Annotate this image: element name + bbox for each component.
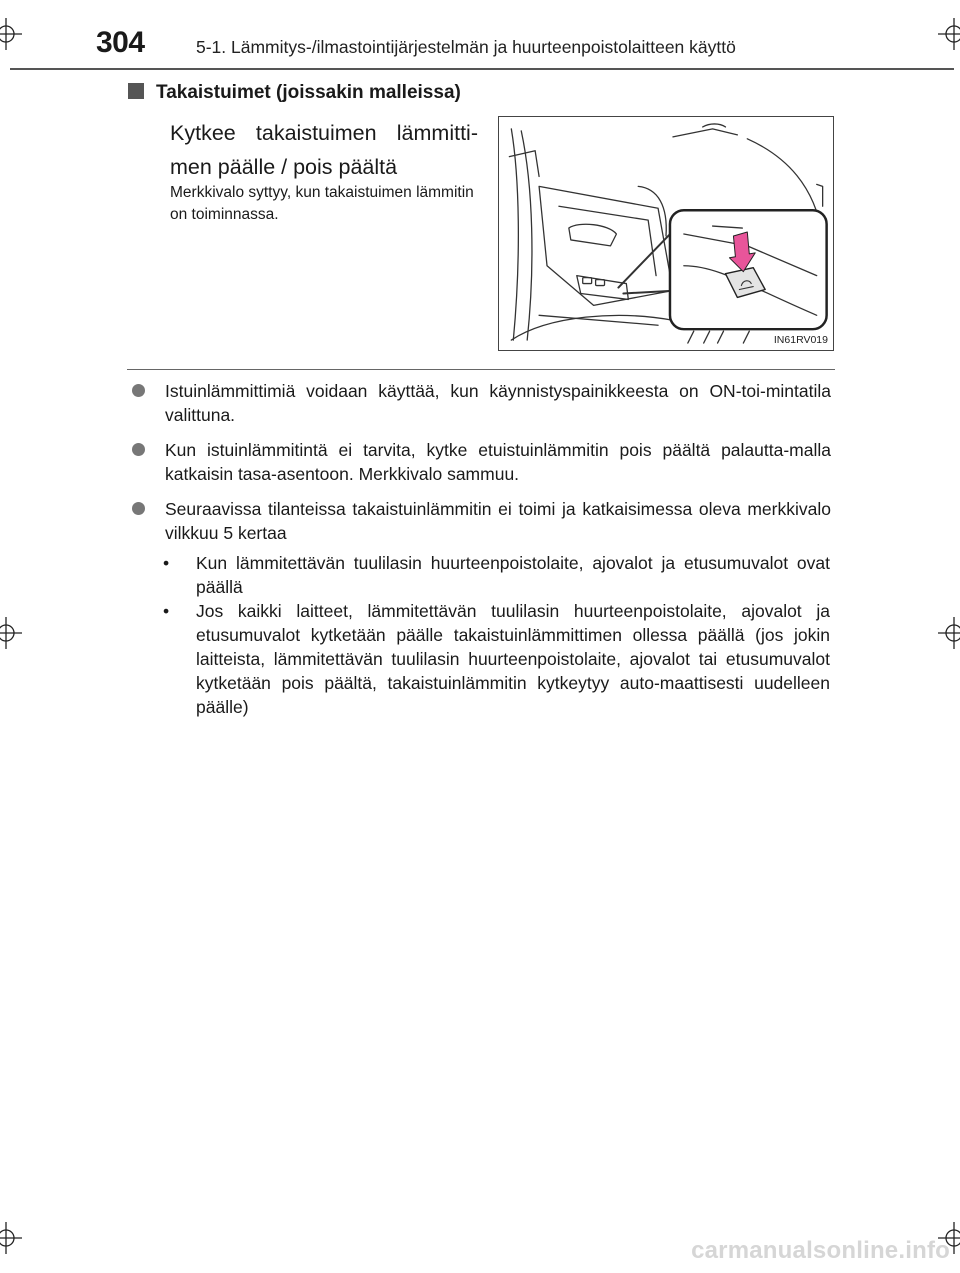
rear-seat-heater-illustration — [498, 116, 834, 351]
notes-list — [130, 379, 831, 719]
bullet-icon: • — [163, 601, 170, 621]
sub-list-item — [161, 551, 830, 599]
crop-mark-icon — [0, 18, 22, 50]
bullet-dot-icon — [132, 443, 145, 456]
divider-rule — [127, 369, 835, 370]
note-text: Istuinlämmittimiä voidaan käyttää, kun käynnistyspainikkeesta on ON-toi-mintatila valittuna. — [165, 381, 831, 425]
note-text: Kun istuinlämmitintä ei tarvita, kytke etuistuinlämmitin pois päältä palautta-malla katkaisin tasa-asentoon. Merkkivalo sammuu. — [165, 440, 831, 484]
bullet-icon: • — [163, 553, 170, 573]
bullet-dot-icon — [132, 384, 145, 397]
sub-item-text: Jos kaikki laitteet, lämmitettävän tuulilasin huurteenpoistolaite, ajovalot ja etusumuvalot kytketään päälle takaistuinlämmittimen ollessa päällä (jos jokin laitteista, lämmitettävän tuulilasin huurteenpoistolaite, ajovalot tai etusumuvalot kytketään pois päältä, takaistuinlämmitin kytkeytyy auto-maattisesti uudelleen päälle) — [196, 601, 830, 717]
header-rule — [10, 68, 954, 70]
list-item — [130, 497, 831, 545]
crop-mark-icon — [0, 1222, 22, 1254]
sub-list — [130, 551, 831, 719]
chapter-title: 5-1. Lämmitys-/ilmastointijärjestelmän ja huurteenpoistolaitteen käyttö — [196, 37, 736, 57]
figure-note: Merkkivalo syttyy, kun takaistuimen lämmitin on toiminnassa. — [170, 184, 474, 223]
crop-mark-icon — [938, 18, 960, 50]
list-item — [130, 438, 831, 486]
figure-code: IN61RV019 — [773, 334, 828, 346]
figure-caption: Kytkee takaistuimen lämmitti-men päälle / pois päältä — [170, 121, 478, 179]
sub-item-text: Kun lämmitettävän tuulilasin huurteenpoistolaite, ajovalot ja etusumuvalot ovat päällä — [196, 553, 830, 597]
list-item — [130, 379, 831, 427]
watermark: carmanualsonline.info — [691, 1237, 950, 1264]
square-marker-icon — [128, 83, 144, 99]
note-text: Seuraavissa tilanteissa takaistuinlämmitin ei toimi ja katkaisimessa oleva merkkivalo vilkkuu 5 kertaa — [165, 499, 831, 543]
page-number: 304 — [96, 26, 145, 59]
crop-mark-icon — [938, 617, 960, 649]
bullet-dot-icon — [132, 502, 145, 515]
section-heading — [128, 82, 461, 104]
section-heading-text: Takaistuimet (joissakin malleissa) — [156, 82, 461, 103]
crop-mark-icon — [0, 617, 22, 649]
sub-list-item — [161, 599, 830, 719]
